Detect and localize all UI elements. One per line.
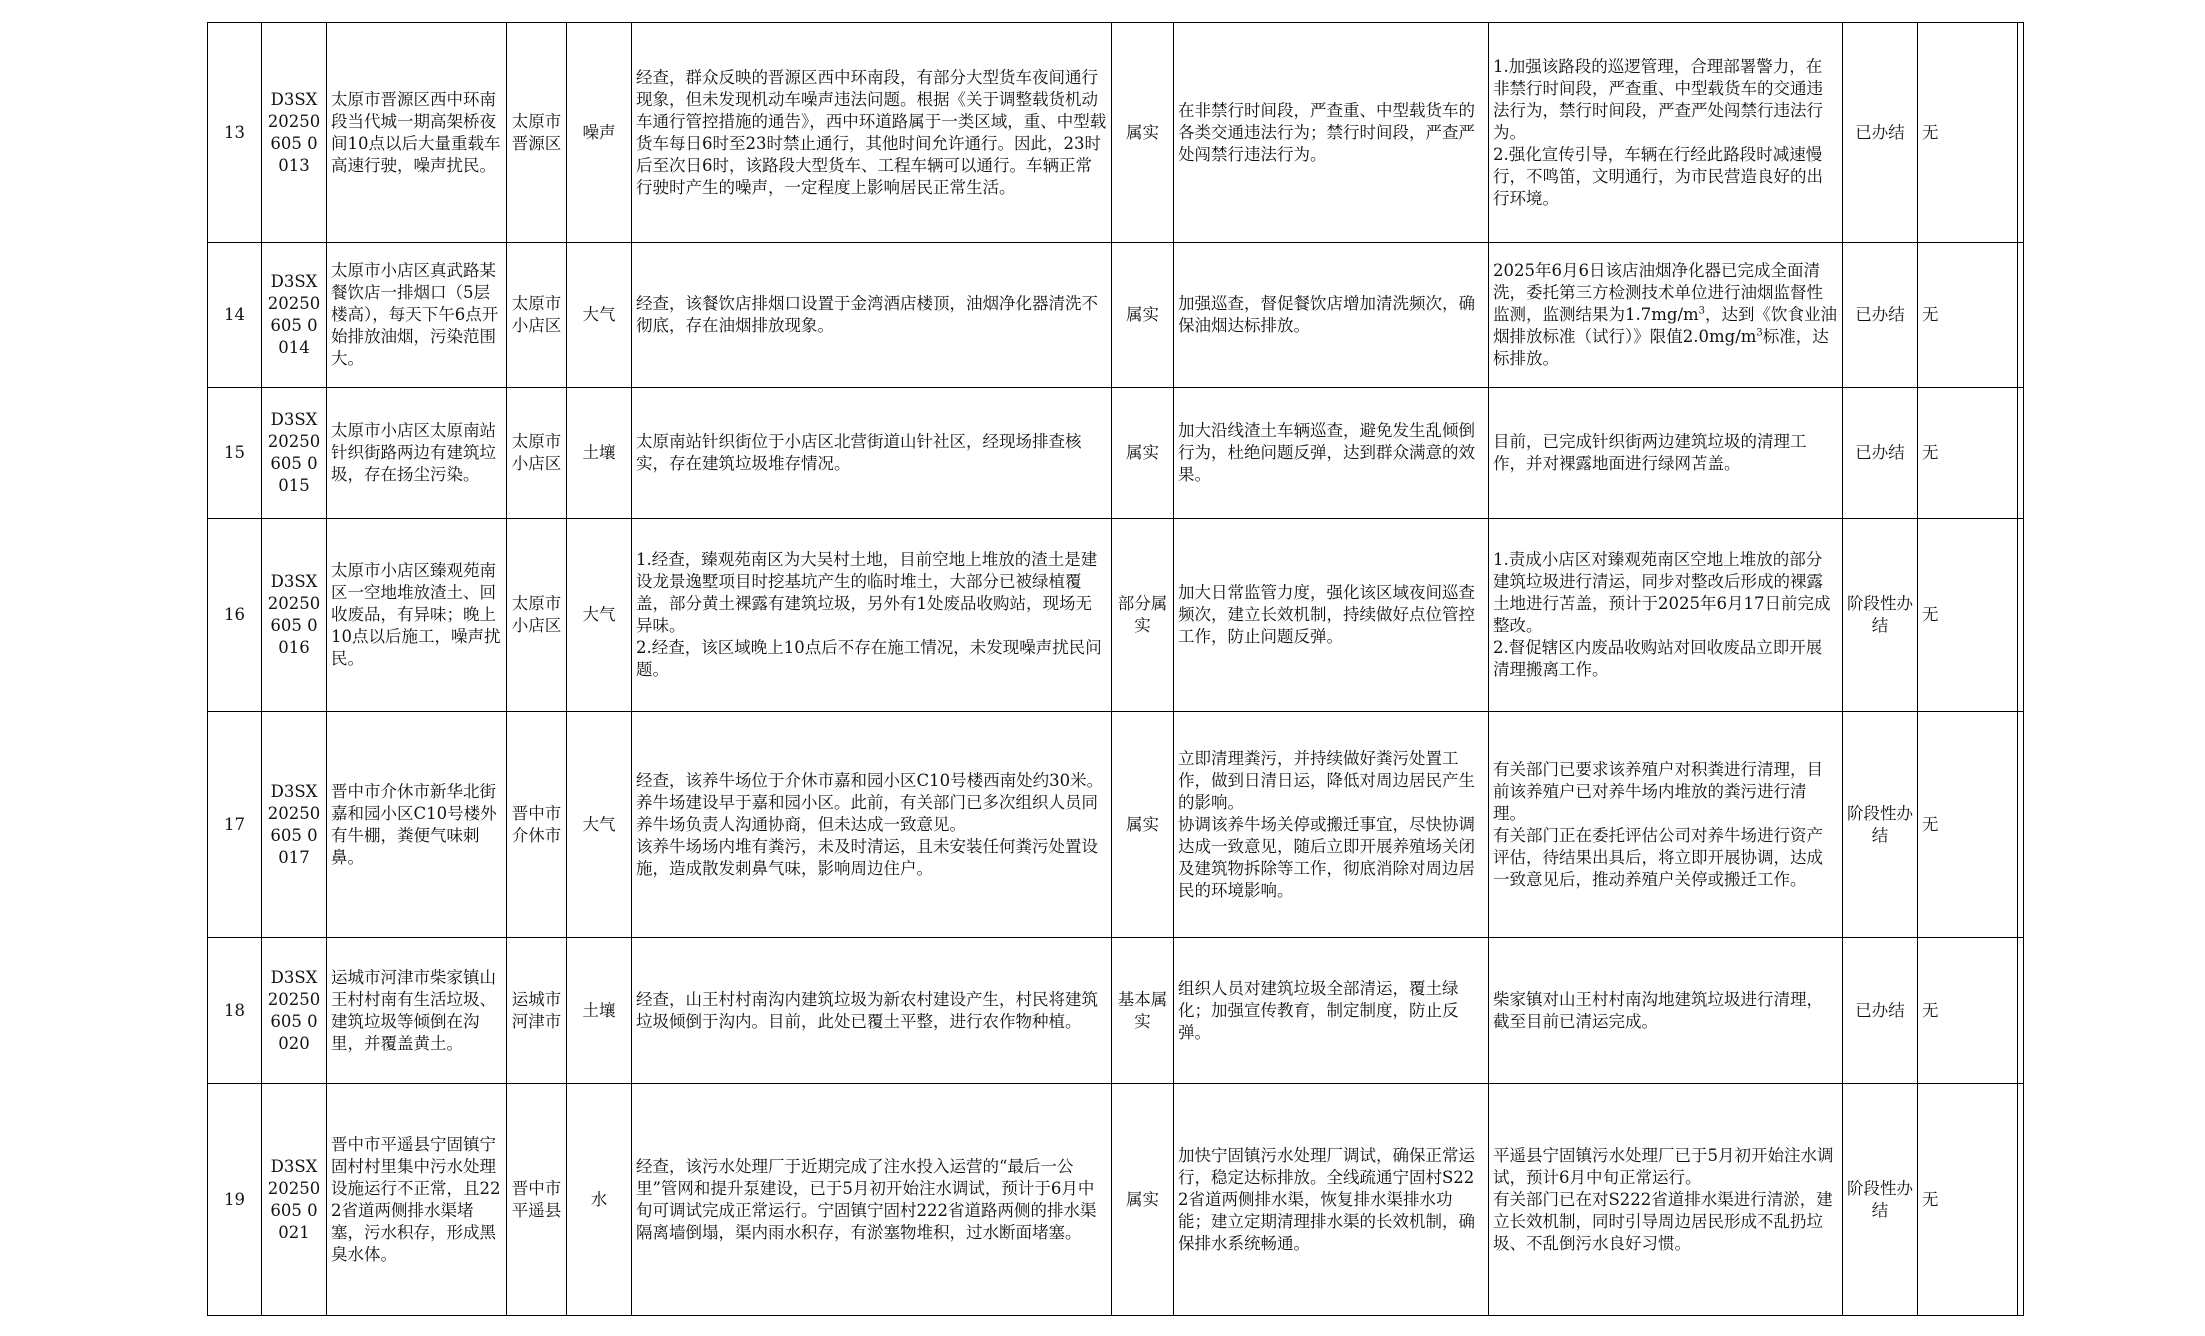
measure-paragraph: 立即清理粪污，并持续做好粪污处置工作，做到日清日运，降低对周边居民产生的影响。: [1178, 748, 1475, 812]
investigation-finding: [632, 1084, 1112, 1316]
remarks: 无: [1918, 243, 2018, 388]
rectification-progress: [1489, 519, 1843, 712]
remarks: 无: [1918, 23, 2018, 243]
spacer-cell: [2018, 938, 2024, 1084]
progress-text: 标准，达标排放。: [1493, 327, 1829, 368]
progress-paragraph: 有关部门正在委托评估公司对养牛场进行资产评估，待结果出具后，将立即开展协调，达成一致意见后，推动养殖户关停或搬迁工作。: [1493, 825, 1823, 889]
administrative-area: 晋中市平遥县: [507, 1084, 567, 1316]
row-number: 14: [208, 243, 262, 388]
complaint-content: 太原市晋源区西中环南段当代城一期高架桥夜间10点以后大量重载车高速行驶，噪声扰民。: [327, 23, 507, 243]
spacer-cell: [2018, 519, 2024, 712]
spacer-cell: [2018, 1084, 2024, 1316]
measure-paragraph: 在非禁行时间段，严查重、中型载货车的各类交通违法行为；禁行时间段，严查严处闯禁行违法行为。: [1178, 100, 1475, 164]
finding-paragraph: 经查，群众反映的晋源区西中环南段，有部分大型货车夜间通行现象，但未发现机动车噪声违法问题。根据《关于调整载货机动车通行管控措施的通告》，西中环道路属于一类区域，重、中型载货车每日6时至23时禁止通行，其他时间允许通行。因此，23时后至次日6时，该路段大型货车、工程车辆可以通行。车辆正常行驶时产生的噪声，一定程度上影响居民正常生活。: [636, 67, 1107, 197]
pollution-type: 大气: [567, 243, 632, 388]
progress-paragraph: 有关部门已在对S222省道排水渠进行清淤，建立长效机制，同时引导周边居民形成不乱扔垃圾、不乱倒污水良好习惯。: [1493, 1189, 1833, 1253]
administrative-area: 太原市晋源区: [507, 23, 567, 243]
handling-measures: [1174, 519, 1489, 712]
measure-paragraph: 加快宁固镇污水处理厂调试，确保正常运行，稳定达标排放。全线疏通宁固村S222省道两侧排水渠，恢复排水渠排水功能；建立定期清理排水渠的长效机制，确保排水系统畅通。: [1178, 1145, 1475, 1253]
case-status: 阶段性办结: [1843, 519, 1918, 712]
progress-paragraph: 2.督促辖区内废品收购站对回收废品立即开展清理搬离工作。: [1493, 638, 1823, 679]
table-row: [208, 519, 2024, 712]
table-row: [208, 23, 2024, 243]
complaint-content: 晋中市平遥县宁固镇宁固村村里集中污水处理设施运行不正常，且222省道两侧排水渠堵塞，污水积存，形成黑臭水体。: [327, 1084, 507, 1316]
measure-paragraph: 加大沿线渣土车辆巡查，避免发生乱倾倒行为，杜绝问题反弹，达到群众满意的效果。: [1178, 421, 1475, 484]
case-code: D3SX20250605 0013: [262, 23, 327, 243]
investigation-finding: [632, 388, 1112, 519]
rectification-progress: [1489, 388, 1843, 519]
row-number: 19: [208, 1084, 262, 1316]
verification-result: 属实: [1112, 243, 1174, 388]
progress-paragraph: 柴家镇对山王村村南沟地建筑垃圾进行清理，截至目前已清运完成。: [1493, 989, 1823, 1031]
pollution-type: 大气: [567, 712, 632, 938]
row-number: 16: [208, 519, 262, 712]
superscript: 3: [1698, 305, 1706, 317]
administrative-area: 太原市小店区: [507, 388, 567, 519]
finding-paragraph: 经查，该餐饮店排烟口设置于金湾酒店楼顶，油烟净化器清洗不彻底，存在油烟排放现象。: [636, 294, 1098, 335]
spacer-cell: [2018, 388, 2024, 519]
rectification-progress: [1489, 23, 1843, 243]
complaint-content: 太原市小店区太原南站针织街路两边有建筑垃圾，存在扬尘污染。: [327, 388, 507, 519]
case-status: 已办结: [1843, 938, 1918, 1084]
remarks: 无: [1918, 519, 2018, 712]
finding-paragraph: 太原南站针织街位于小店区北营街道山针社区，经现场排查核实，存在建筑垃圾堆存情况。: [636, 432, 1082, 473]
table-row: [208, 712, 2024, 938]
table-row: [208, 938, 2024, 1084]
investigation-finding: [632, 712, 1112, 938]
complaint-content: 太原市小店区臻观苑南区一空地堆放渣土、回收废品，有异味；晚上10点以后施工，噪声扰民。: [327, 519, 507, 712]
verification-result: 属实: [1112, 712, 1174, 938]
finding-paragraph: 经查，山王村村南沟内建筑垃圾为新农村建设产生，村民将建筑垃圾倾倒于沟内。目前，此处已覆土平整，进行农作物种植。: [636, 989, 1098, 1031]
row-number: 17: [208, 712, 262, 938]
verification-result: 部分属实: [1112, 519, 1174, 712]
rectification-progress: [1489, 938, 1843, 1084]
measure-paragraph: 加强巡查，督促餐饮店增加清洗频次，确保油烟达标排放。: [1178, 294, 1475, 335]
complaint-content: 晋中市介休市新华北街嘉和园小区C10号楼外有牛棚，粪便气味刺鼻。: [327, 712, 507, 938]
case-code: D3SX20250605 0020: [262, 938, 327, 1084]
row-number: 18: [208, 938, 262, 1084]
superscript: 3: [1756, 327, 1763, 339]
verification-result: 属实: [1112, 388, 1174, 519]
verification-result: 属实: [1112, 23, 1174, 243]
pollution-type: 土壤: [567, 388, 632, 519]
case-status: 阶段性办结: [1843, 1084, 1918, 1316]
rectification-progress: [1489, 712, 1843, 938]
case-code: D3SX20250605 0014: [262, 243, 327, 388]
handling-measures: [1174, 243, 1489, 388]
pollution-type: 噪声: [567, 23, 632, 243]
investigation-finding: [632, 243, 1112, 388]
progress-text: 2025年6月6日该店油烟净化器已完成全面清洗，委托第三方检测技术单位进行油烟监督性监测，监测结果为1.7mg/m: [1493, 261, 1823, 324]
remarks: 无: [1918, 712, 2018, 938]
spacer-cell: [2018, 243, 2024, 388]
administrative-area: 太原市小店区: [507, 243, 567, 388]
administrative-area: 晋中市介休市: [507, 712, 567, 938]
administrative-area: 太原市小店区: [507, 519, 567, 712]
handling-measures: [1174, 388, 1489, 519]
finding-paragraph: 2.经查，该区域晚上10点后不存在施工情况，未发现噪声扰民问题。: [636, 638, 1102, 679]
table-row: [208, 243, 2024, 388]
progress-paragraph: 1.加强该路段的巡逻管理，合理部署警力，在非禁行时间段，严查重、中型载货车的交通违法行为，禁行时间段，严查严处闯禁行违法行为。: [1493, 56, 1823, 142]
handling-measures: [1174, 712, 1489, 938]
spacer-cell: [2018, 23, 2024, 243]
rectification-progress: [1489, 1084, 1843, 1316]
remarks: 无: [1918, 388, 2018, 519]
finding-paragraph: 1.经查，臻观苑南区为大吴村土地，目前空地上堆放的渣土是建设龙景逸墅项目时挖基坑产生的临时堆土，大部分已被绿植覆盖，部分黄土裸露有建筑垃圾，另外有1处废品收购站，现场无异味。: [636, 550, 1098, 635]
measure-paragraph: 加大日常监管力度，强化该区域夜间巡查频次，建立长效机制，持续做好点位管控工作，防止问题反弹。: [1178, 583, 1475, 646]
administrative-area: 运城市河津市: [507, 938, 567, 1084]
finding-paragraph: 经查，该污水处理厂于近期完成了注水投入运营的“最后一公里”管网和提升泵建设，已于5月初开始注水调试，预计于6月中旬可调试完成正常运行。宁固镇宁固村222省道路两侧的排水渠隔离墙倒塌，渠内雨水积存，有淤塞物堆积，过水断面堵塞。: [636, 1156, 1097, 1242]
finding-paragraph: 该养牛场场内堆有粪污，未及时清运，且未安装任何粪污处置设施，造成散发刺鼻气味，影响周边住户。: [636, 836, 1098, 878]
case-code: D3SX20250605 0016: [262, 519, 327, 712]
measure-paragraph: 组织人员对建筑垃圾全部清运，覆土绿化；加强宣传教育，制定制度，防止反弹。: [1178, 978, 1459, 1042]
handling-measures: [1174, 23, 1489, 243]
complaint-table: [207, 22, 2024, 1316]
progress-paragraph: 有关部门已要求该养殖户对积粪进行清理，目前该养殖户已对养牛场内堆放的粪污进行清理。: [1493, 759, 1823, 823]
progress-paragraph: 目前，已完成针织街两边建筑垃圾的清理工作，并对裸露地面进行绿网苫盖。: [1493, 432, 1807, 473]
case-code: D3SX20250605 0017: [262, 712, 327, 938]
progress-paragraph: 2.强化宣传引导，车辆在行经此路段时减速慢行，不鸣笛，文明通行，为市民营造良好的出行环境。: [1493, 144, 1823, 208]
row-number: 13: [208, 23, 262, 243]
handling-measures: [1174, 1084, 1489, 1316]
case-status: 已办结: [1843, 23, 1918, 243]
spacer-cell: [2018, 712, 2024, 938]
progress-paragraph: 平遥县宁固镇污水处理厂已于5月初开始注水调试，预计6月中旬正常运行。: [1493, 1145, 1834, 1187]
complaint-content: 太原市小店区真武路某餐饮店一排烟口（5层楼高），每天下午6点开始排放油烟，污染范围大。: [327, 243, 507, 388]
pollution-type: 土壤: [567, 938, 632, 1084]
remarks: 无: [1918, 938, 2018, 1084]
rectification-progress: [1489, 243, 1843, 388]
table-row: [208, 388, 2024, 519]
progress-text: ，达到《饮食业油烟排放标准（试行）》限值2.0mg/m: [1493, 305, 1838, 346]
handling-measures: [1174, 938, 1489, 1084]
verification-result: 基本属实: [1112, 938, 1174, 1084]
investigation-finding: [632, 519, 1112, 712]
investigation-finding: [632, 23, 1112, 243]
table-row: [208, 1084, 2024, 1316]
case-status: 已办结: [1843, 243, 1918, 388]
case-code: D3SX20250605 0021: [262, 1084, 327, 1316]
investigation-finding: [632, 938, 1112, 1084]
case-status: 已办结: [1843, 388, 1918, 519]
pollution-type: 大气: [567, 519, 632, 712]
measure-paragraph: 协调该养牛场关停或搬迁事宜，尽快协调达成一致意见，随后立即开展养殖场关闭及建筑物拆除等工作，彻底消除对周边居民的环境影响。: [1178, 814, 1475, 900]
case-code: D3SX20250605 0015: [262, 388, 327, 519]
case-status: 阶段性办结: [1843, 712, 1918, 938]
complaint-content: 运城市河津市柴家镇山王村村南有生活垃圾、建筑垃圾等倾倒在沟里，并覆盖黄土。: [327, 938, 507, 1084]
row-number: 15: [208, 388, 262, 519]
progress-paragraph: 1.责成小店区对臻观苑南区空地上堆放的部分建筑垃圾进行清运，同步对整改后形成的裸露土地进行苫盖，预计于2025年6月17日前完成整改。: [1493, 550, 1831, 635]
verification-result: 属实: [1112, 1084, 1174, 1316]
finding-paragraph: 经查，该养牛场位于介休市嘉和园小区C10号楼西南处约30米。养牛场建设早于嘉和园小区。此前，有关部门已多次组织人员同养牛场负责人沟通协商，但未达成一致意见。: [636, 770, 1104, 834]
pollution-type: 水: [567, 1084, 632, 1316]
remarks: 无: [1918, 1084, 2018, 1316]
